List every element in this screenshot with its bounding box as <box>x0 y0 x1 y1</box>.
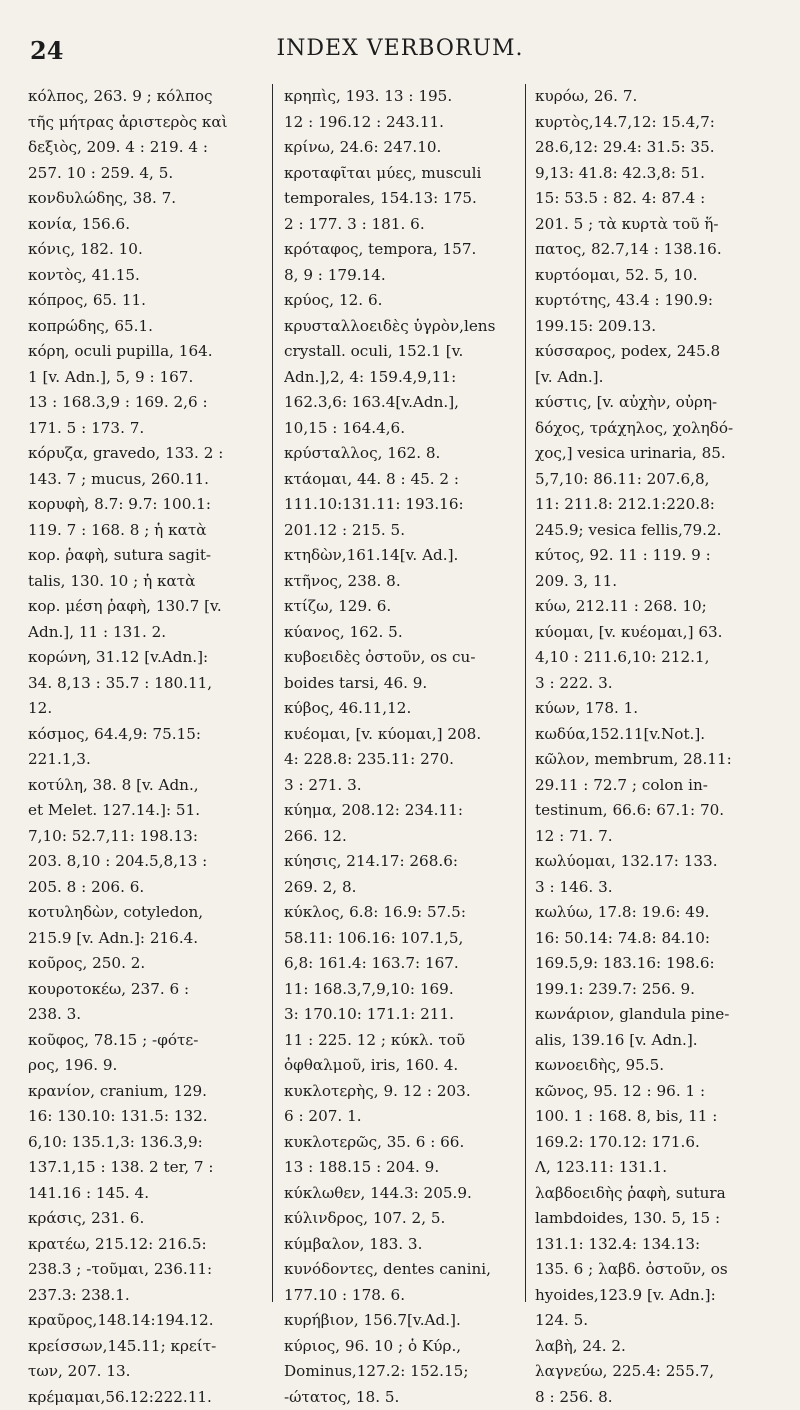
index-entry-line: talis, 130. 10 ; ἡ κατὰ <box>28 569 260 595</box>
index-entry-line: Λ, 123.11: 131.1. <box>535 1155 787 1181</box>
index-entry-line: κοῦρος, 250. 2. <box>28 951 260 977</box>
index-entry-line: κύμβαλον, 183. 3. <box>284 1232 522 1258</box>
index-entry-line: 143. 7 ; mucus, 260.11. <box>28 467 260 493</box>
index-entry-line: 141.16 : 145. 4. <box>28 1181 260 1207</box>
index-entry-line: 221.1,3. <box>28 747 260 773</box>
index-entry-line: κρυσταλλοειδὲς ὑγρὸν,lens <box>284 314 522 340</box>
index-entry-line: 16: 130.10: 131.5: 132. <box>28 1104 260 1130</box>
index-entry-line: 111.10:131.11: 193.16: <box>284 492 522 518</box>
index-entry-line: [v. Adn.]. <box>535 365 787 391</box>
index-entry-line: χος,] vesica urinaria, 85. <box>535 441 787 467</box>
index-entry-line: 6 : 207. 1. <box>284 1104 522 1130</box>
index-entry-line: κράσις, 231. 6. <box>28 1206 260 1232</box>
index-entry-line: 4,10 : 211.6,10: 212.1, <box>535 645 787 671</box>
index-entry-line: 16: 50.14: 74.8: 84.10: <box>535 926 787 952</box>
index-entry-line: κύημα, 208.12: 234.11: <box>284 798 522 824</box>
index-entry-line: δόχος, τράχηλος, χοληδό- <box>535 416 787 442</box>
index-entry-line: Adn.], 11 : 131. 2. <box>28 620 260 646</box>
index-entry-line: κύριος, 96. 10 ; ὁ Κύρ., <box>284 1334 522 1360</box>
index-entry-line: 12 : 196.12 : 243.11. <box>284 110 522 136</box>
index-entry-line: 11 : 225. 12 ; κύκλ. τοῦ <box>284 1028 522 1054</box>
index-column-3 <box>535 84 787 1324</box>
index-entry-line: κυβοειδὲς ὀστοῦν, os cu- <box>284 645 522 671</box>
index-entry-line: hyoides,123.9 [v. Adn.]: <box>535 1283 787 1309</box>
index-entry-line: 34. 8,13 : 35.7 : 180.11, <box>28 671 260 697</box>
index-entry-line: 199.15: 209.13. <box>535 314 787 340</box>
index-entry-line: τῆς μήτρας ἀριστερὸς καὶ <box>28 110 260 136</box>
index-entry-line: 7,10: 52.7,11: 198.13: <box>28 824 260 850</box>
index-entry-line: κτάομαι, 44. 8 : 45. 2 : <box>284 467 522 493</box>
index-entry-line: 3 : 271. 3. <box>284 773 522 799</box>
page-title: INDEX VERBORUM. <box>0 36 800 61</box>
index-entry-line: κόρυζα, gravedo, 133. 2 : <box>28 441 260 467</box>
index-entry-line: κοτύλη, 38. 8 [v. Adn., <box>28 773 260 799</box>
index-entry-line: 135. 6 ; λαβδ. ὀστοῦν, os <box>535 1257 787 1283</box>
index-entry-line: 124. 5. <box>535 1308 787 1334</box>
index-entry-line: κύκλωθεν, 144.3: 205.9. <box>284 1181 522 1207</box>
index-entry-line: 13 : 168.3,9 : 169. 2,6 : <box>28 390 260 416</box>
index-entry-line: κοπρώδης, 65.1. <box>28 314 260 340</box>
index-entry-line: 58.11: 106.16: 107.1,5, <box>284 926 522 952</box>
index-column-2 <box>284 84 522 1324</box>
index-entry-line: κύων, 178. 1. <box>535 696 787 722</box>
index-entry-line: κύβος, 46.11,12. <box>284 696 522 722</box>
index-entry-line: 209. 3, 11. <box>535 569 787 595</box>
index-entry-line: κονδυλώδης, 38. 7. <box>28 186 260 212</box>
index-entry-line: κροταφῖται μύες, musculi <box>284 161 522 187</box>
index-entry-line: 8, 9 : 179.14. <box>284 263 522 289</box>
index-entry-line: κυκλοτερῶς, 35. 6 : 66. <box>284 1130 522 1156</box>
index-entry-line: 238. 3. <box>28 1002 260 1028</box>
index-entry-line: 199.1: 239.7: 256. 9. <box>535 977 787 1003</box>
index-entry-line: 257. 10 : 259. 4, 5. <box>28 161 260 187</box>
index-entry-line: κωλύομαι, 132.17: 133. <box>535 849 787 875</box>
index-entry-line: 3: 170.10: 171.1: 211. <box>284 1002 522 1028</box>
index-entry-line: κόλπος, 263. 9 ; κόλπος <box>28 84 260 110</box>
index-entry-line: κύσσαρος, podex, 245.8 <box>535 339 787 365</box>
index-entry-line: κυέομαι, [v. κύομαι,] 208. <box>284 722 522 748</box>
index-entry-line: 11: 211.8: 212.1:220.8: <box>535 492 787 518</box>
index-entry-line: κῶνος, 95. 12 : 96. 1 : <box>535 1079 787 1105</box>
index-entry-line: alis, 139.16 [v. Adn.]. <box>535 1028 787 1054</box>
index-entry-line: κύησις, 214.17: 268.6: <box>284 849 522 875</box>
index-entry-line: temporales, 154.13: 175. <box>284 186 522 212</box>
index-entry-line: κτίζω, 129. 6. <box>284 594 522 620</box>
index-entry-line: κωνάριον, glandula pine- <box>535 1002 787 1028</box>
index-entry-line: 201.12 : 215. 5. <box>284 518 522 544</box>
index-entry-line: κόπρος, 65. 11. <box>28 288 260 314</box>
index-entry-line: λαβὴ, 24. 2. <box>535 1334 787 1360</box>
index-entry-line: κύστις, [v. αὐχὴν, οὐρη- <box>535 390 787 416</box>
index-entry-line: Dominus,127.2: 152.15; <box>284 1359 522 1385</box>
index-entry-line: 1 [v. Adn.], 5, 9 : 167. <box>28 365 260 391</box>
index-entry-line: κυρόω, 26. 7. <box>535 84 787 110</box>
index-entry-line: 15: 53.5 : 82. 4: 87.4 : <box>535 186 787 212</box>
index-entry-line: 201. 5 ; τὰ κυρτὰ τοῦ ἥ- <box>535 212 787 238</box>
index-entry-line: ὀφθαλμοῦ, iris, 160. 4. <box>284 1053 522 1079</box>
index-entry-line: κόρη, oculi pupilla, 164. <box>28 339 260 365</box>
index-entry-line: 215.9 [v. Adn.]: 216.4. <box>28 926 260 952</box>
index-entry-line: πατος, 82.7,14 : 138.16. <box>535 237 787 263</box>
index-entry-line: 238.3 ; -τοῦμαι, 236.11: <box>28 1257 260 1283</box>
page-number: 24 <box>30 36 63 65</box>
index-entry-line: 4: 228.8: 235.11: 270. <box>284 747 522 773</box>
index-entry-line: 13 : 188.15 : 204. 9. <box>284 1155 522 1181</box>
index-entry-line: boides tarsi, 46. 9. <box>284 671 522 697</box>
index-entry-line: 5,7,10: 86.11: 207.6,8, <box>535 467 787 493</box>
index-entry-line: lambdoides, 130. 5, 15 : <box>535 1206 787 1232</box>
index-entry-line: κυρτὸς,14.7,12: 15.4,7: <box>535 110 787 136</box>
index-entry-line: κοτυληδὼν, cotyledon, <box>28 900 260 926</box>
index-entry-line: κορώνη, 31.12 [v.Adn.]: <box>28 645 260 671</box>
index-entry-line: 6,8: 161.4: 163.7: 167. <box>284 951 522 977</box>
index-entry-line: κωδύα,152.11[v.Not.]. <box>535 722 787 748</box>
index-column-1 <box>28 84 260 1324</box>
index-entry-line: 28.6,12: 29.4: 31.5: 35. <box>535 135 787 161</box>
index-entry-line: κουροτοκέω, 237. 6 : <box>28 977 260 1003</box>
index-entry-line: δεξιὸς, 209. 4 : 219. 4 : <box>28 135 260 161</box>
index-entry-line: κύομαι, [v. κυέομαι,] 63. <box>535 620 787 646</box>
index-entry-line: 131.1: 132.4: 134.13: <box>535 1232 787 1258</box>
index-entry-line: κτηδὼν,161.14[v. Ad.]. <box>284 543 522 569</box>
index-entry-line: κύτος, 92. 11 : 119. 9 : <box>535 543 787 569</box>
index-entry-line: κορ. ῥαφὴ, sutura sagit- <box>28 543 260 569</box>
index-entry-line: 137.1,15 : 138. 2 ter, 7 : <box>28 1155 260 1181</box>
index-entry-line: -ώτατος, 18. 5. <box>284 1385 522 1410</box>
index-entry-line: 266. 12. <box>284 824 522 850</box>
column-divider <box>525 84 526 1302</box>
index-entry-line: 119. 7 : 168. 8 ; ἡ κατὰ <box>28 518 260 544</box>
index-entry-line: κρύσταλλος, 162. 8. <box>284 441 522 467</box>
index-entry-line: κορυφὴ, 8.7: 9.7: 100.1: <box>28 492 260 518</box>
index-entry-line: κύανος, 162. 5. <box>284 620 522 646</box>
index-entry-line: κορ. μέση ῥαφὴ, 130.7 [v. <box>28 594 260 620</box>
index-entry-line: 29.11 : 72.7 ; colon in- <box>535 773 787 799</box>
index-entry-line: 3 : 222. 3. <box>535 671 787 697</box>
index-entry-line: 8 : 256. 8. <box>535 1385 787 1410</box>
index-entry-line: κτῆνος, 238. 8. <box>284 569 522 595</box>
index-entry-line: κρατέω, 215.12: 216.5: <box>28 1232 260 1258</box>
index-entry-line: 171. 5 : 173. 7. <box>28 416 260 442</box>
index-entry-line: κρόταφος, tempora, 157. <box>284 237 522 263</box>
index-entry-line: 237.3: 238.1. <box>28 1283 260 1309</box>
index-entry-line: 100. 1 : 168. 8, bis, 11 : <box>535 1104 787 1130</box>
index-entry-line: 6,10: 135.1,3: 136.3,9: <box>28 1130 260 1156</box>
index-entry-line: λαβδοειδὴς ῥαφὴ, sutura <box>535 1181 787 1207</box>
index-entry-line: κωλύω, 17.8: 19.6: 49. <box>535 900 787 926</box>
index-entry-line: 245.9; vesica fellis,79.2. <box>535 518 787 544</box>
index-entry-line: 269. 2, 8. <box>284 875 522 901</box>
index-entry-line: 177.10 : 178. 6. <box>284 1283 522 1309</box>
index-entry-line: κρύος, 12. 6. <box>284 288 522 314</box>
index-entry-line: κρείσσων,145.11; κρείτ- <box>28 1334 260 1360</box>
index-entry-line: ρος, 196. 9. <box>28 1053 260 1079</box>
index-entry-line: 12. <box>28 696 260 722</box>
index-entry-line: κυκλοτερὴς, 9. 12 : 203. <box>284 1079 522 1105</box>
index-entry-line: 203. 8,10 : 204.5,8,13 : <box>28 849 260 875</box>
index-entry-line: κοῦφος, 78.15 ; -φότε- <box>28 1028 260 1054</box>
index-entry-line: κραῦρος,148.14:194.12. <box>28 1308 260 1334</box>
index-entry-line: Adn.],2, 4: 159.4,9,11: <box>284 365 522 391</box>
index-entry-line: κρηπὶς, 193. 13 : 195. <box>284 84 522 110</box>
index-entry-line: testinum, 66.6: 67.1: 70. <box>535 798 787 824</box>
index-entry-line: 12 : 71. 7. <box>535 824 787 850</box>
column-divider <box>272 84 273 1302</box>
index-entry-line: κύω, 212.11 : 268. 10; <box>535 594 787 620</box>
index-entry-line: 205. 8 : 206. 6. <box>28 875 260 901</box>
index-entry-line: των, 207. 13. <box>28 1359 260 1385</box>
index-entry-line: κόσμος, 64.4,9: 75.15: <box>28 722 260 748</box>
index-entry-line: κυρήβιον, 156.7[v.Ad.]. <box>284 1308 522 1334</box>
index-entry-line: κρανίον, cranium, 129. <box>28 1079 260 1105</box>
index-entry-line: 2 : 177. 3 : 181. 6. <box>284 212 522 238</box>
index-entry-line: κυνόδοντες, dentes canini, <box>284 1257 522 1283</box>
index-entry-line: κρέμαμαι,56.12:222.11. <box>28 1385 260 1410</box>
index-entry-line: κύκλος, 6.8: 16.9: 57.5: <box>284 900 522 926</box>
index-entry-line: κυρτόομαι, 52. 5, 10. <box>535 263 787 289</box>
index-entry-line: 3 : 146. 3. <box>535 875 787 901</box>
index-entry-line: κυρτότης, 43.4 : 190.9: <box>535 288 787 314</box>
index-entry-line: crystall. oculi, 152.1 [v. <box>284 339 522 365</box>
index-entry-line: et Melet. 127.14.]: 51. <box>28 798 260 824</box>
index-entry-line: κρίνω, 24.6: 247.10. <box>284 135 522 161</box>
index-entry-line: κωνοειδὴς, 95.5. <box>535 1053 787 1079</box>
index-entry-line: κοντὸς, 41.15. <box>28 263 260 289</box>
page-header <box>0 36 800 72</box>
index-entry-line: 169.2: 170.12: 171.6. <box>535 1130 787 1156</box>
index-entry-line: κόνις, 182. 10. <box>28 237 260 263</box>
index-entry-line: 9,13: 41.8: 42.3,8: 51. <box>535 161 787 187</box>
index-entry-line: 169.5,9: 183.16: 198.6: <box>535 951 787 977</box>
index-entry-line: λαγνεύω, 225.4: 255.7, <box>535 1359 787 1385</box>
index-entry-line: 11: 168.3,7,9,10: 169. <box>284 977 522 1003</box>
index-entry-line: 162.3,6: 163.4[v.Adn.], <box>284 390 522 416</box>
index-entry-line: κῶλον, membrum, 28.11: <box>535 747 787 773</box>
index-entry-line: κονία, 156.6. <box>28 212 260 238</box>
index-entry-line: κύλινδρος, 107. 2, 5. <box>284 1206 522 1232</box>
index-entry-line: 10,15 : 164.4,6. <box>284 416 522 442</box>
